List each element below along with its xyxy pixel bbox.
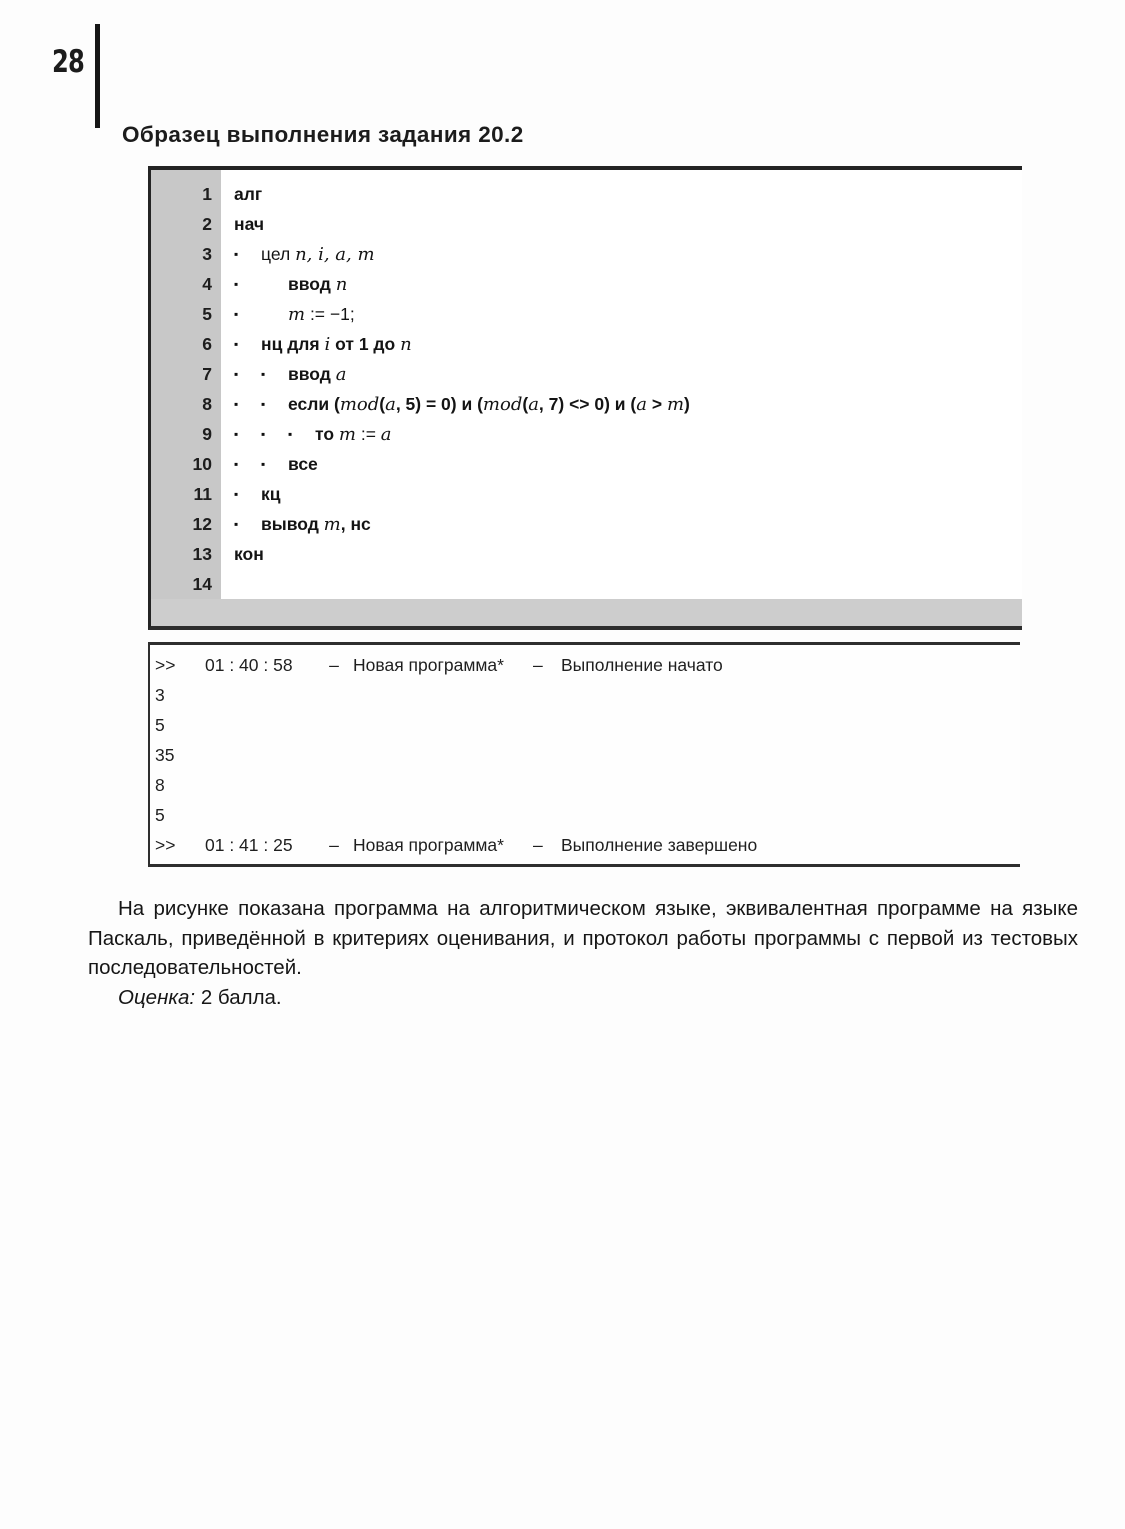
code-segment: n: [335, 273, 348, 295]
console-line: [150, 650, 1020, 680]
indent-bullet-icon: ▪: [261, 426, 266, 441]
code-segment: если (: [288, 393, 340, 414]
horizontal-scrollbar-strip[interactable]: [151, 599, 1022, 626]
indent-bullet-icon: ▪: [234, 306, 239, 321]
code-segment: (: [522, 393, 529, 414]
line-number: 4: [202, 273, 212, 294]
console-prompt: >>: [155, 655, 176, 675]
code-segment: m: [666, 393, 685, 415]
code-segment: все: [288, 453, 318, 474]
code-segment: (: [379, 393, 386, 414]
code-segment: :=: [355, 423, 381, 444]
body-text: [88, 894, 1078, 1012]
code-segment: кц: [261, 483, 281, 504]
editor-line: [151, 209, 1022, 239]
console-timestamp: 01 : 40 : 58: [205, 655, 293, 675]
code-segment: n: [400, 333, 412, 355]
code-content: [221, 304, 355, 325]
code-content: [221, 484, 281, 505]
indent-bullet-icon: ▪: [234, 456, 239, 471]
line-number: 8: [202, 393, 212, 414]
code-content: [221, 394, 690, 415]
grade-label: Оценка:: [118, 985, 196, 1009]
console-program-name: Новая программа*: [353, 655, 504, 675]
console-io-value: 5: [155, 805, 165, 825]
code-segment: ввод: [288, 363, 336, 384]
line-number: 2: [202, 213, 212, 234]
editor-line: [151, 299, 1022, 329]
code-segment: n, i, a, m: [295, 243, 375, 265]
code-segment: ввод: [288, 273, 336, 294]
console-separator: –: [533, 655, 543, 675]
section-heading: Образец выполнения задания 20.2: [122, 122, 524, 147]
editor-line: [151, 389, 1022, 419]
editor-line: [151, 449, 1022, 479]
code-segment: нач: [234, 213, 265, 234]
line-number: 10: [192, 453, 212, 474]
code-segment: m: [323, 513, 341, 535]
code-segment: , 7) <> 0) и (: [538, 393, 637, 414]
page-number: 28: [52, 44, 85, 80]
editor-line: [151, 329, 1022, 359]
indent-bullet-icon: ▪: [234, 516, 239, 531]
console-io-value: 35: [155, 745, 175, 765]
line-number: 13: [192, 543, 212, 564]
code-segment: цел: [261, 243, 296, 264]
line-number: 11: [193, 483, 212, 504]
console-separator: –: [533, 835, 543, 855]
body-paragraph: На рисунке показана программа на алгоритмическом языке, эквивалентная программе на языке Паскаль, приведённой в критериях оценивания, и протокол работы программы с первой из тестовых последовательностей.: [88, 897, 1078, 979]
code-content: [221, 274, 347, 295]
line-number: 1: [202, 183, 212, 204]
indent-bullet-icon: ▪: [234, 426, 239, 441]
code-content: [221, 424, 392, 445]
editor-line: [151, 179, 1022, 209]
console-io-value: 5: [155, 715, 165, 735]
console-prompt: >>: [155, 835, 176, 855]
code-segment: ): [684, 393, 690, 414]
code-segment: m: [338, 423, 356, 445]
line-number: 14: [192, 573, 212, 594]
code-segment: то: [315, 423, 339, 444]
code-segment: m: [288, 303, 306, 325]
console-program-name: Новая программа*: [353, 835, 504, 855]
console-lines: [150, 650, 1020, 860]
code-segment: кон: [234, 543, 264, 564]
code-segment: a: [380, 423, 392, 445]
code-content: [221, 454, 318, 475]
console-line: [150, 680, 1020, 710]
code-segment: от 1 до: [330, 333, 401, 354]
indent-bullet-icon: ▪: [234, 336, 239, 351]
code-segment: a: [385, 393, 396, 415]
console-separator: –: [329, 655, 339, 675]
code-content: [221, 184, 262, 205]
grade-line: [88, 983, 1078, 1013]
code-segment: вывод: [261, 513, 324, 534]
code-segment: нц для: [261, 333, 325, 354]
code-segment: >: [646, 393, 667, 414]
code-content: [221, 544, 264, 565]
code-segment: mod: [482, 393, 523, 415]
code-segment: , нс: [340, 513, 371, 534]
console-separator: –: [329, 835, 339, 855]
code-editor-window: [148, 166, 1022, 630]
line-number: 5: [202, 303, 212, 324]
code-segment: a: [636, 393, 647, 415]
indent-bullet-icon: ▪: [261, 396, 266, 411]
console-window: [148, 642, 1020, 867]
indent-bullet-icon: ▪: [234, 486, 239, 501]
editor-line: [151, 359, 1022, 389]
line-number: 9: [202, 423, 212, 444]
editor-line: [151, 539, 1022, 569]
code-segment: mod: [339, 393, 380, 415]
editor-line: [151, 239, 1022, 269]
console-timestamp: 01 : 41 : 25: [205, 835, 293, 855]
line-number: 12: [192, 513, 212, 534]
code-segment: := −1;: [305, 303, 355, 324]
console-line: [150, 770, 1020, 800]
editor-line: [151, 269, 1022, 299]
code-segment: , 5) = 0) и (: [395, 393, 483, 414]
grade-value: 2 балла.: [195, 985, 282, 1009]
console-io-value: 3: [155, 685, 165, 705]
line-number: 6: [202, 333, 212, 354]
code-content: [221, 244, 375, 265]
indent-bullet-icon: ▪: [234, 246, 239, 261]
console-status-text: Выполнение начато: [561, 655, 723, 675]
margin-rule: [95, 24, 100, 128]
code-content: [221, 364, 346, 385]
line-number: 7: [202, 363, 212, 384]
code-content: [221, 334, 412, 355]
code-content: [221, 514, 371, 535]
line-number: 3: [202, 243, 212, 264]
code-segment: i: [324, 333, 331, 355]
console-line: [150, 740, 1020, 770]
console-line: [150, 830, 1020, 860]
code-content: [221, 214, 264, 235]
editor-lines: [151, 170, 1022, 599]
console-line: [150, 710, 1020, 740]
code-segment: a: [528, 393, 539, 415]
editor-line: [151, 509, 1022, 539]
indent-bullet-icon: ▪: [261, 366, 266, 381]
console-line: [150, 800, 1020, 830]
code-segment: a: [335, 363, 347, 385]
indent-bullet-icon: ▪: [234, 396, 239, 411]
indent-bullet-icon: ▪: [288, 426, 293, 441]
editor-line: [151, 569, 1022, 599]
indent-bullet-icon: ▪: [234, 366, 239, 381]
indent-bullet-icon: ▪: [261, 456, 266, 471]
console-io-value: 8: [155, 775, 165, 795]
code-segment: алг: [234, 183, 263, 204]
editor-line: [151, 419, 1022, 449]
indent-bullet-icon: ▪: [234, 276, 239, 291]
console-status-text: Выполнение завершено: [561, 835, 758, 855]
editor-line: [151, 479, 1022, 509]
